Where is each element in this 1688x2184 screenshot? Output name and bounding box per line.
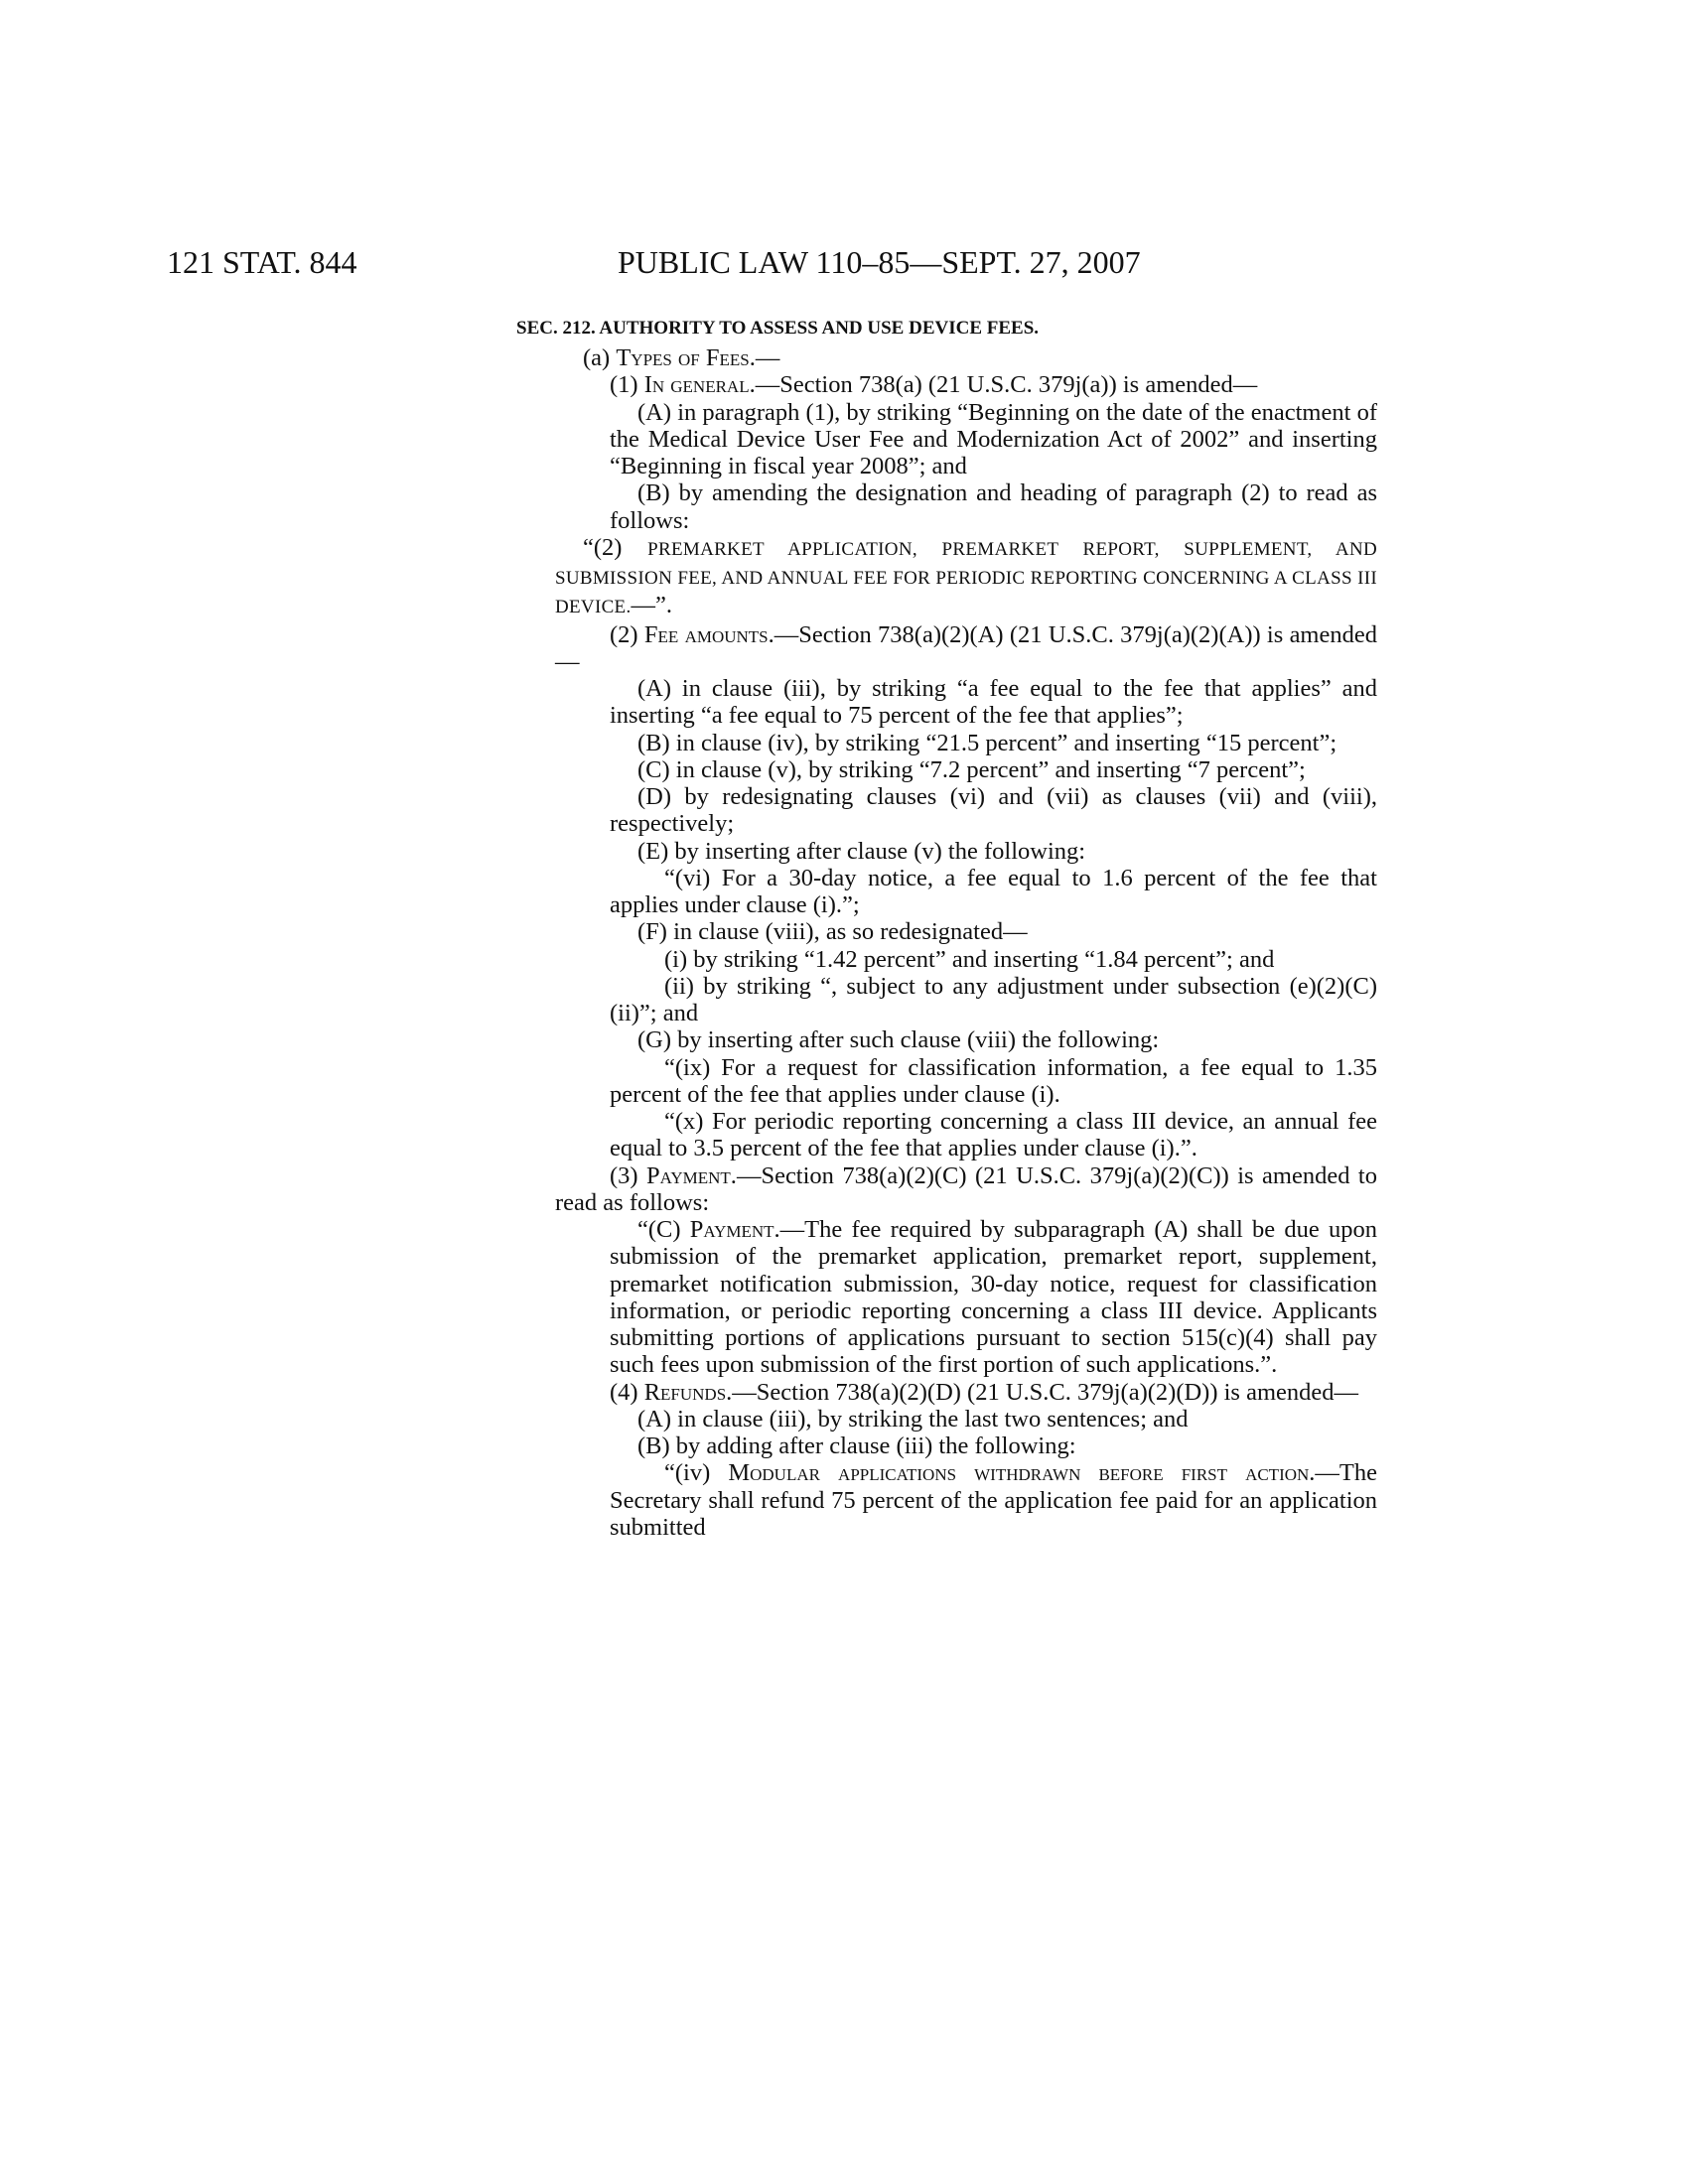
- label: (1): [610, 371, 644, 399]
- paragraph-2: [555, 621, 1377, 676]
- subparagraph-title: Payment.: [689, 1216, 780, 1243]
- quoted-title: PREMARKET APPLICATION, PREMARKET REPORT, SUPPLEMENT, AND SUBMISSION FEE, AND ANNUAL FEE FOR PERIODIC REPORTING CONCERNING A CLASS III DEVICE.: [555, 538, 1377, 618]
- clause-2f-i: (i) by striking “1.42 percent” and inserting “1.84 percent”; and: [664, 945, 1275, 973]
- paragraph-4: [555, 1379, 1377, 1406]
- label: “(2): [583, 533, 648, 561]
- subparagraph-2e: (E) by inserting after clause (v) the following:: [637, 837, 1086, 865]
- label: (4): [610, 1378, 644, 1406]
- subparagraph-2c: (C) in clause (v), by striking “7.2 percent” and inserting “7 percent”;: [637, 755, 1306, 783]
- paragraph-title: Payment.: [646, 1161, 737, 1189]
- subparagraph-2a: (A) in clause (iii), by striking “a fee equal to the fee that applies” and inserting “a fee equal to 75 percent of the fee that applies”;: [610, 675, 1377, 730]
- text: —: [755, 344, 780, 371]
- label: “(C): [637, 1216, 690, 1243]
- page-reference: 121 STAT. 844: [167, 244, 357, 280]
- quoted-subparagraph-c: [555, 1216, 1377, 1379]
- text: —Section 738(a)(2)(A) (21 U.S.C. 379j(a)(2)(A)) is amended—: [555, 620, 1377, 675]
- subparagraph-1a: (A) in paragraph (1), by striking “Beginning on the date of the enactment of the Medical Device User Fee and Modernization Act of 2002” and inserting “Beginning in fiscal year 2008”; and: [610, 398, 1377, 479]
- label: (2): [610, 620, 644, 648]
- quoted-heading-2: [555, 534, 1377, 621]
- subparagraph-4a: (A) in clause (iii), by striking the last two sentences; and: [637, 1405, 1189, 1433]
- subparagraph-4b: (B) by adding after clause (iii) the following:: [637, 1433, 1076, 1459]
- paragraph-1: [555, 371, 1377, 398]
- text: —”.: [631, 592, 673, 619]
- label: “(iv): [664, 1459, 729, 1487]
- paragraph-title: Fee amounts.: [643, 620, 774, 648]
- clause-title: Modular applications withdrawn before first action.: [728, 1459, 1316, 1487]
- section-heading: SEC. 212. AUTHORITY TO ASSESS AND USE DEVICE FEES.: [516, 318, 1040, 339]
- subsection-a: [555, 344, 1377, 371]
- subparagraph-2g: (G) by inserting after such clause (viii) the following:: [637, 1026, 1160, 1054]
- label: (a): [583, 344, 617, 371]
- label: (3): [610, 1161, 647, 1189]
- quoted-clause-vi: “(vi) For a 30-day notice, a fee equal to 1.6 percent of the fee that applies under clause (i).”;: [610, 864, 1377, 918]
- section-body: [555, 344, 1377, 1541]
- law-reference: PUBLIC LAW 110–85—SEPT. 27, 2007: [618, 244, 1141, 280]
- subsection-title: Types of Fees.: [616, 344, 756, 371]
- quoted-clause-iv: [555, 1459, 1377, 1541]
- text: —The Secretary shall refund 75 percent of the application fee paid for an application submitted: [610, 1459, 1378, 1541]
- clause-2f-ii: (ii) by striking “, subject to any adjustment under subsection (e)(2)(C)(ii)”; and: [610, 972, 1377, 1026]
- quoted-clause-ix: “(ix) For a request for classification information, a fee equal to 1.35 percent of the fee that applies under clause (i).: [610, 1053, 1377, 1108]
- subparagraph-2b: (B) in clause (iv), by striking “21.5 percent” and inserting “15 percent”;: [637, 729, 1337, 756]
- subparagraph-2d: (D) by redesignating clauses (vi) and (vii) as clauses (vii) and (viii), respectively;: [610, 783, 1377, 838]
- subparagraph-1b: (B) by amending the designation and heading of paragraph (2) to read as follows:: [610, 479, 1377, 534]
- text: —Section 738(a) (21 U.S.C. 379j(a)) is amended—: [755, 371, 1258, 399]
- text: —Section 738(a)(2)(C) (21 U.S.C. 379j(a)(2)(C)) is amended to read as follows:: [555, 1161, 1377, 1216]
- paragraph-title: Refunds.: [643, 1378, 733, 1406]
- quoted-clause-x: “(x) For periodic reporting concerning a class III device, an annual fee equal to 3.5 percent of the fee that applies under clause (i).”.: [610, 1108, 1377, 1162]
- page-header: [0, 244, 1688, 284]
- subparagraph-2f: (F) in clause (viii), as so redesignated—: [637, 918, 1028, 946]
- paragraph-3: [555, 1162, 1377, 1217]
- text: —The fee required by subparagraph (A) shall be due upon submission of the premarket application, premarket report, supplement, premarket notification submission, 30-day notice, request for classification information, or periodic reporting concerning a class III device. Applicants submitting portions of applications pursuant to section 515(c)(4) shall pay such fees upon submission of the first portion of such applications.”.: [610, 1216, 1377, 1379]
- text: —Section 738(a)(2)(D) (21 U.S.C. 379j(a)(2)(D)) is amended—: [732, 1378, 1359, 1406]
- paragraph-title: In general.: [643, 371, 756, 399]
